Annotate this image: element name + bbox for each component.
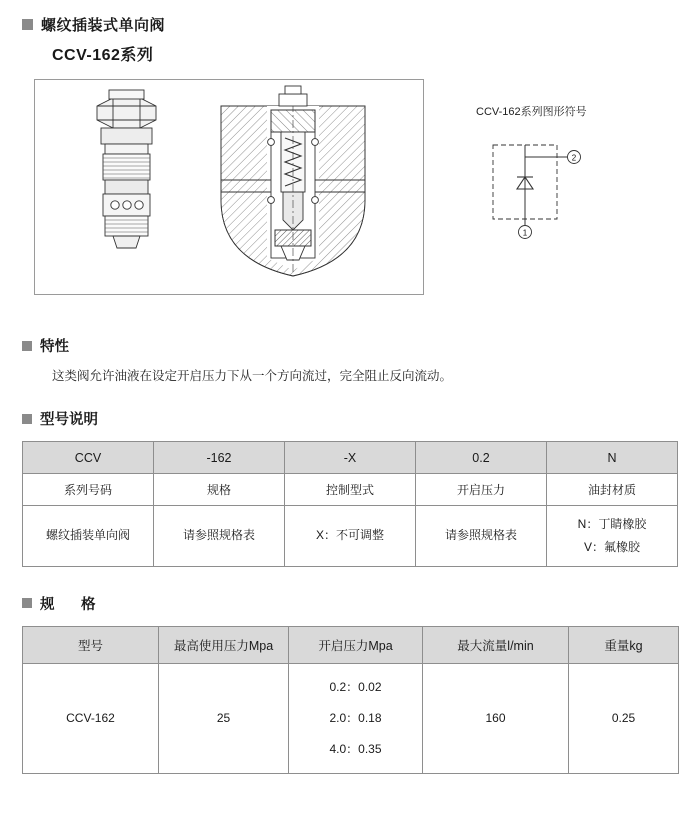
model-code-cell: 0.2 (416, 442, 547, 474)
spec-heading: 规 格 (40, 596, 102, 613)
model-code-heading-row (22, 408, 678, 429)
model-code-cell: X：不可调整 (285, 506, 416, 567)
cracking-pressure-line: 4.0：0.35 (329, 741, 382, 756)
spec-cracking-pressure-cell (289, 663, 423, 774)
figure-section (22, 79, 678, 295)
cracking-pressure-line: 2.0：0.18 (329, 710, 382, 725)
model-code-cell: 请参照规格表 (154, 506, 285, 567)
main-title-row (22, 14, 678, 35)
spec-header-cell: 型号 (23, 626, 159, 663)
model-code-cell: 系列号码 (23, 474, 154, 506)
model-code-heading: 型号说明 (40, 412, 98, 428)
spec-max-flow-cell: 160 (423, 663, 569, 774)
sectional-drawing-box (34, 79, 424, 295)
features-text: 这类阀允许油液在设定开启压力下从一个方向流过，完全阻止反向流动。 (52, 369, 453, 383)
features-section (22, 335, 678, 386)
model-code-cell: 开启压力 (416, 474, 547, 506)
hydraulic-symbol-box (491, 133, 577, 238)
model-code-seal-cell (547, 506, 678, 567)
table-row (23, 474, 678, 506)
spec-model-cell: CCV-162 (23, 663, 159, 774)
model-code-cell: CCV (23, 442, 154, 474)
square-bullet-icon (22, 19, 33, 30)
model-code-cell: N (547, 442, 678, 474)
model-code-table (22, 441, 678, 567)
model-code-cell: 控制型式 (285, 474, 416, 506)
square-bullet-icon (22, 598, 32, 608)
square-bullet-icon (22, 341, 32, 351)
cracking-pressure-line: 0.2：0.02 (329, 679, 382, 694)
model-code-cell: 请参照规格表 (416, 506, 547, 567)
svg-text:2: 2 (572, 153, 577, 163)
symbol-caption: CCV-162系列图形符号 (476, 106, 587, 118)
model-code-section (22, 408, 678, 567)
spec-section (22, 593, 678, 775)
table-row (23, 663, 679, 774)
spec-heading-row (22, 593, 678, 614)
model-code-cell: -X (285, 442, 416, 474)
features-heading-row (22, 335, 678, 356)
spec-weight-cell: 0.25 (569, 663, 679, 774)
model-code-cell: 规格 (154, 474, 285, 506)
model-code-cell: 油封材质 (547, 474, 678, 506)
spec-header-cell: 重量kg (569, 626, 679, 663)
valve-sectional-drawing (35, 80, 423, 294)
check-valve-symbol (471, 133, 591, 243)
spec-table (22, 626, 679, 775)
features-heading: 特性 (40, 339, 69, 355)
spec-header-cell: 开启压力Mpa (289, 626, 423, 663)
series-subtitle: CCV-162系列 (52, 47, 154, 64)
spec-max-pressure-cell: 25 (159, 663, 289, 774)
table-row (23, 506, 678, 567)
table-row (23, 442, 678, 474)
document-header (22, 0, 678, 65)
square-bullet-icon (22, 414, 32, 424)
seal-option-v: V：氟橡胶 (583, 539, 640, 554)
page-title: 螺纹插装式单向阀 (41, 17, 166, 34)
svg-text:1: 1 (523, 228, 528, 238)
table-row (23, 626, 679, 663)
spec-header-cell: 最高使用压力Mpa (159, 626, 289, 663)
symbol-panel (476, 79, 587, 238)
model-code-cell: -162 (154, 442, 285, 474)
model-code-cell: 螺纹插装单向阀 (23, 506, 154, 567)
seal-option-n: N：丁睛橡胶 (577, 517, 647, 531)
spec-header-cell: 最大流量l/min (423, 626, 569, 663)
